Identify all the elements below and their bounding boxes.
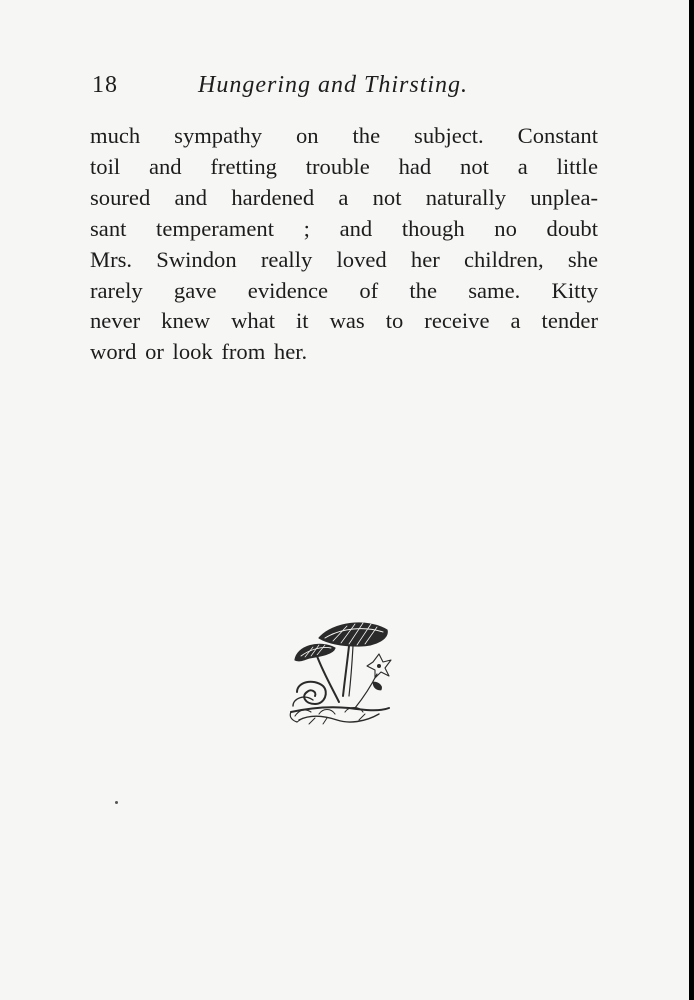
text-line: Mrs. Swindon really loved her children, she bbox=[90, 246, 598, 272]
print-speck bbox=[115, 801, 118, 804]
text-line: never knew what it was to receive a tender bbox=[90, 308, 598, 334]
page-number: 18 bbox=[92, 72, 118, 98]
text-line: word or look from her. bbox=[90, 339, 308, 365]
body-paragraph bbox=[90, 121, 598, 368]
text-line: soured and hardened a not naturally unplea- bbox=[90, 184, 598, 210]
mushroom-and-flower-vignette-icon bbox=[289, 616, 395, 730]
page-header bbox=[92, 72, 612, 106]
text-line: toil and fretting trouble had not a little bbox=[90, 153, 598, 179]
text-line: much sympathy on the subject. Constant bbox=[90, 123, 598, 148]
text-line: rarely gave evidence of the same. Kitty bbox=[90, 277, 598, 303]
text-line: sant temperament ; and though no doubt bbox=[90, 215, 598, 241]
running-title: Hungering and Thirsting. bbox=[198, 72, 469, 98]
